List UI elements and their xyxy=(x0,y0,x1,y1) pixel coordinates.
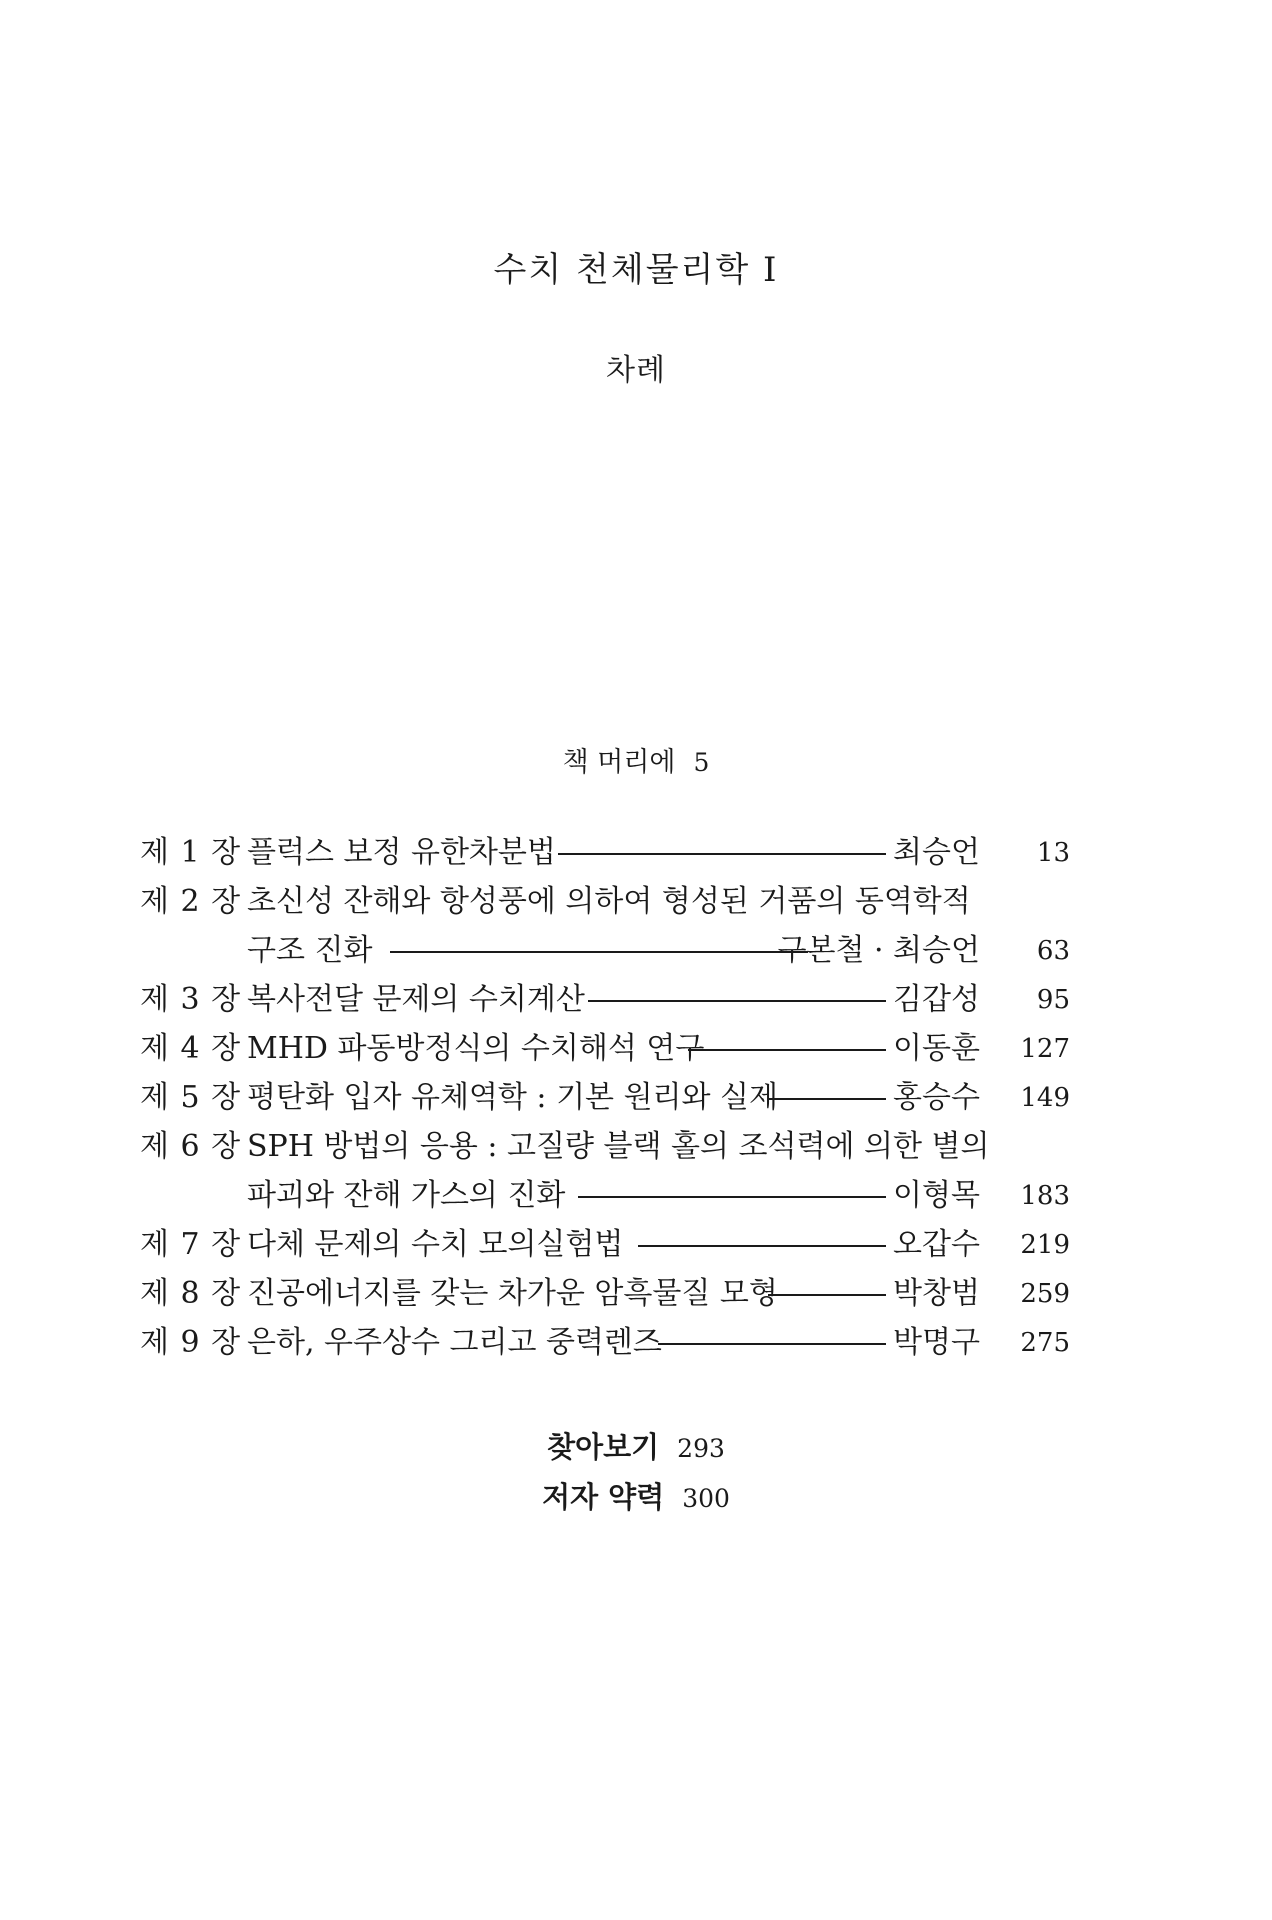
toc-heading: 차례 xyxy=(606,353,666,388)
chapter-number: 제 7 장 xyxy=(140,1227,242,1262)
chapter-page: 127 xyxy=(1020,1034,1070,1064)
toc-entry-chapter-6-continued[interactable] xyxy=(140,1171,1070,1221)
toc-entry-chapter-7[interactable] xyxy=(140,1220,1070,1270)
chapter-number: 제 8 장 xyxy=(140,1276,242,1311)
toc-entry-chapter-2-continued[interactable] xyxy=(140,926,1070,976)
chapter-title-continued: 구조 진화 xyxy=(247,933,373,968)
chapter-number: 제 2 장 xyxy=(140,884,242,919)
chapter-author: 최승언 xyxy=(893,835,980,870)
chapter-author: 이형목 xyxy=(893,1178,980,1213)
chapter-author: 이동훈 xyxy=(893,1031,980,1066)
toc-entry-chapter-3[interactable] xyxy=(140,975,1070,1025)
leader-line xyxy=(558,853,886,855)
chapter-title: SPH 방법의 응용 : 고질량 블랙 홀의 조석력에 의한 별의 xyxy=(247,1129,990,1164)
leader-line xyxy=(390,951,808,953)
chapter-title: 평탄화 입자 유체역학 : 기본 원리와 실제 xyxy=(247,1080,779,1115)
author-bio-page: 300 xyxy=(682,1484,730,1513)
chapter-number: 제 5 장 xyxy=(140,1080,242,1115)
chapter-page: 13 xyxy=(1036,838,1070,868)
preface-page: 5 xyxy=(693,748,710,777)
index-page: 293 xyxy=(677,1434,725,1463)
chapter-page: 275 xyxy=(1020,1328,1070,1358)
author-bio-label: 저자 약력 xyxy=(542,1480,665,1514)
toc-entry-chapter-8[interactable] xyxy=(140,1269,1070,1319)
chapter-title: 다체 문제의 수치 모의실험법 xyxy=(247,1227,624,1262)
toc-entry-chapter-5[interactable] xyxy=(140,1073,1070,1123)
preface-label: 책 머리에 xyxy=(562,747,676,778)
chapter-page: 219 xyxy=(1020,1230,1070,1260)
leader-line xyxy=(638,1245,886,1247)
chapter-number: 제 1 장 xyxy=(140,835,242,870)
chapter-page: 95 xyxy=(1036,985,1070,1015)
chapter-page: 183 xyxy=(1020,1181,1070,1211)
toc-entry-chapter-4[interactable] xyxy=(140,1024,1070,1074)
leader-line xyxy=(658,1343,886,1345)
chapter-author: 박창범 xyxy=(893,1276,980,1311)
toc-entry-chapter-1[interactable] xyxy=(140,828,1070,878)
chapter-page: 259 xyxy=(1020,1279,1070,1309)
chapter-title: 플럭스 보정 유한차분법 xyxy=(247,835,556,870)
chapter-author: 박명구 xyxy=(893,1325,980,1360)
toc-entry-chapter-9[interactable] xyxy=(140,1318,1070,1368)
leader-line xyxy=(578,1196,886,1198)
chapter-page: 149 xyxy=(1020,1083,1070,1113)
preface-entry[interactable] xyxy=(0,740,1272,779)
chapter-title: MHD 파동방정식의 수치해석 연구 xyxy=(247,1031,705,1066)
toc-entry-chapter-6[interactable] xyxy=(140,1122,1070,1172)
chapter-title: 진공에너지를 갖는 차가운 암흑물질 모형 xyxy=(247,1276,778,1311)
chapter-author: 구본철 · 최승언 xyxy=(777,933,980,968)
toc-entry-chapter-2[interactable] xyxy=(140,877,1070,927)
chapter-number: 제 3 장 xyxy=(140,982,242,1017)
chapter-number: 제 6 장 xyxy=(140,1129,242,1164)
chapter-page: 63 xyxy=(1036,936,1070,966)
chapter-number: 제 9 장 xyxy=(140,1325,242,1360)
leader-line xyxy=(768,1098,886,1100)
index-label: 찾아보기 xyxy=(547,1430,660,1464)
chapter-author: 김갑성 xyxy=(893,982,980,1017)
chapter-author: 오갑수 xyxy=(893,1227,980,1262)
leader-line xyxy=(588,1000,886,1002)
index-entry[interactable] xyxy=(0,1425,1272,1466)
chapter-author: 홍승수 xyxy=(893,1080,980,1115)
chapter-title: 초신성 잔해와 항성풍에 의하여 형성된 거품의 동역학적 xyxy=(247,884,971,919)
chapter-title: 복사전달 문제의 수치계산 xyxy=(247,982,585,1017)
leader-line xyxy=(768,1294,886,1296)
leader-line xyxy=(688,1049,886,1051)
chapter-title: 은하, 우주상수 그리고 중력렌즈 xyxy=(247,1325,662,1360)
chapter-number: 제 4 장 xyxy=(140,1031,242,1066)
author-bio-entry[interactable] xyxy=(0,1475,1272,1516)
chapter-title-continued: 파괴와 잔해 가스의 진화 xyxy=(247,1178,566,1213)
book-title: 수치 천체물리학 I xyxy=(493,250,779,290)
